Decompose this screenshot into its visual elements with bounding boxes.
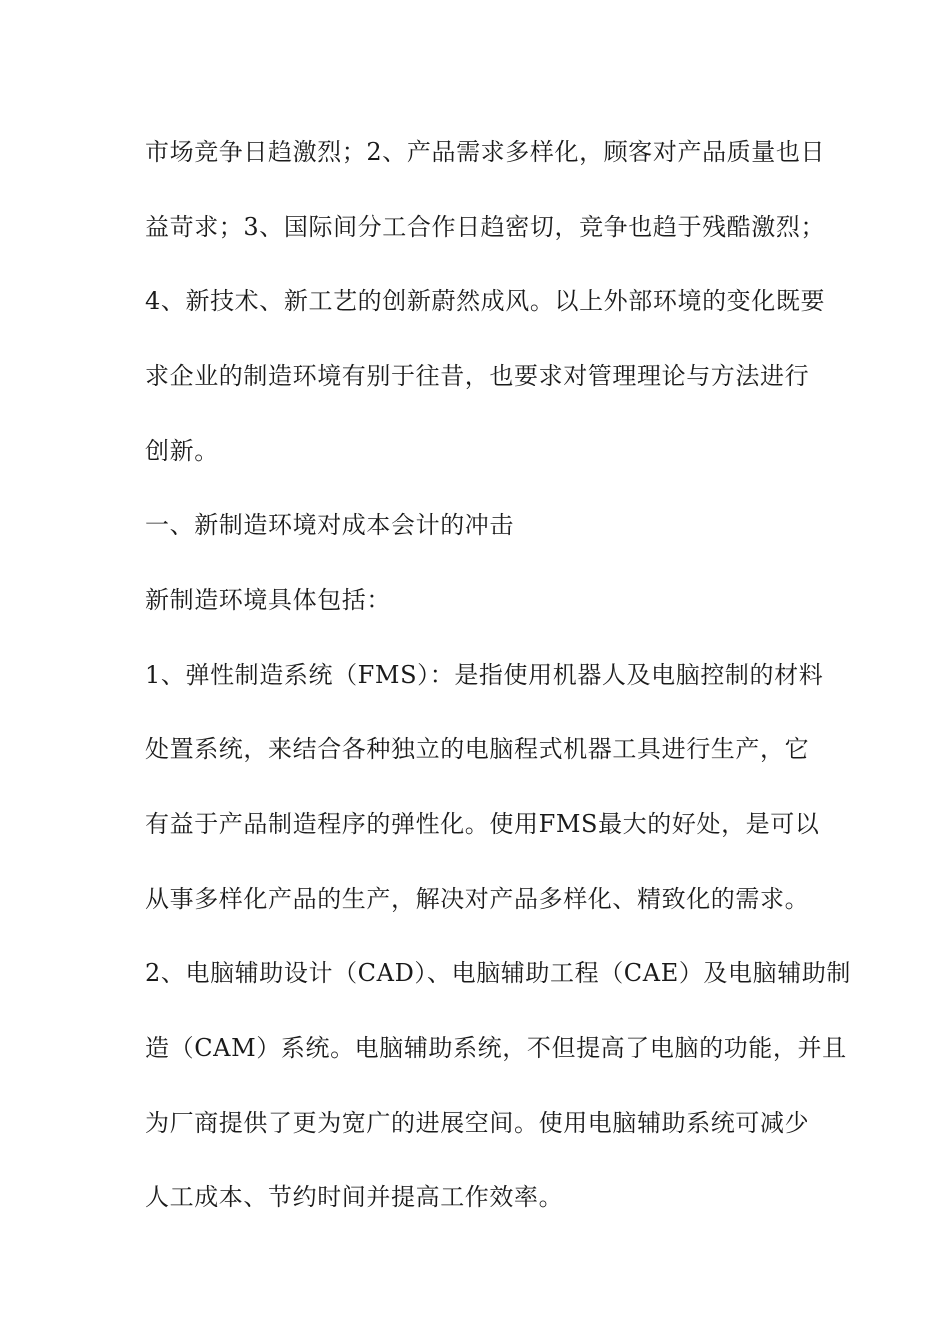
- text-line: 从事多样化产品的生产，解决对产品多样化、精致化的需求。: [145, 885, 810, 913]
- text-line: 新制造环境具体包括：: [145, 586, 391, 614]
- text-line: 有益于产品制造程序的弹性化。使用FMS最大的好处，是可以: [145, 810, 820, 838]
- text-line: 为厂商提供了更为宽广的进展空间。使用电脑辅助系统可减少: [145, 1109, 810, 1137]
- text-line: 求企业的制造环境有别于往昔，也要求对管理理论与方法进行: [145, 362, 810, 390]
- text-line: 益苛求；3、国际间分工合作日趋密切，竞争也趋于残酷激烈；: [145, 213, 826, 241]
- text-line: 造（CAM）系统。电脑辅助系统，不但提高了电脑的功能，并且: [145, 1034, 847, 1062]
- text-line: 市场竞争日趋激烈；2、产品需求多样化，顾客对产品质量也日: [145, 138, 826, 166]
- text-line: 1、弹性制造系统（FMS）：是指使用机器人及电脑控制的材料: [145, 661, 824, 689]
- section-heading: 一、新制造环境对成本会计的冲击: [145, 511, 514, 539]
- text-line: 创新。: [145, 437, 219, 465]
- text-line: 人工成本、节约时间并提高工作效率。: [145, 1183, 564, 1211]
- text-line: 2、电脑辅助设计（CAD）、电脑辅助工程（CAE）及电脑辅助制: [145, 959, 852, 987]
- text-line: 4、新技术、新工艺的创新蔚然成风。以上外部环境的变化既要: [145, 287, 826, 315]
- text-line: 处置系统，来结合各种独立的电脑程式机器工具进行生产，它: [145, 735, 810, 763]
